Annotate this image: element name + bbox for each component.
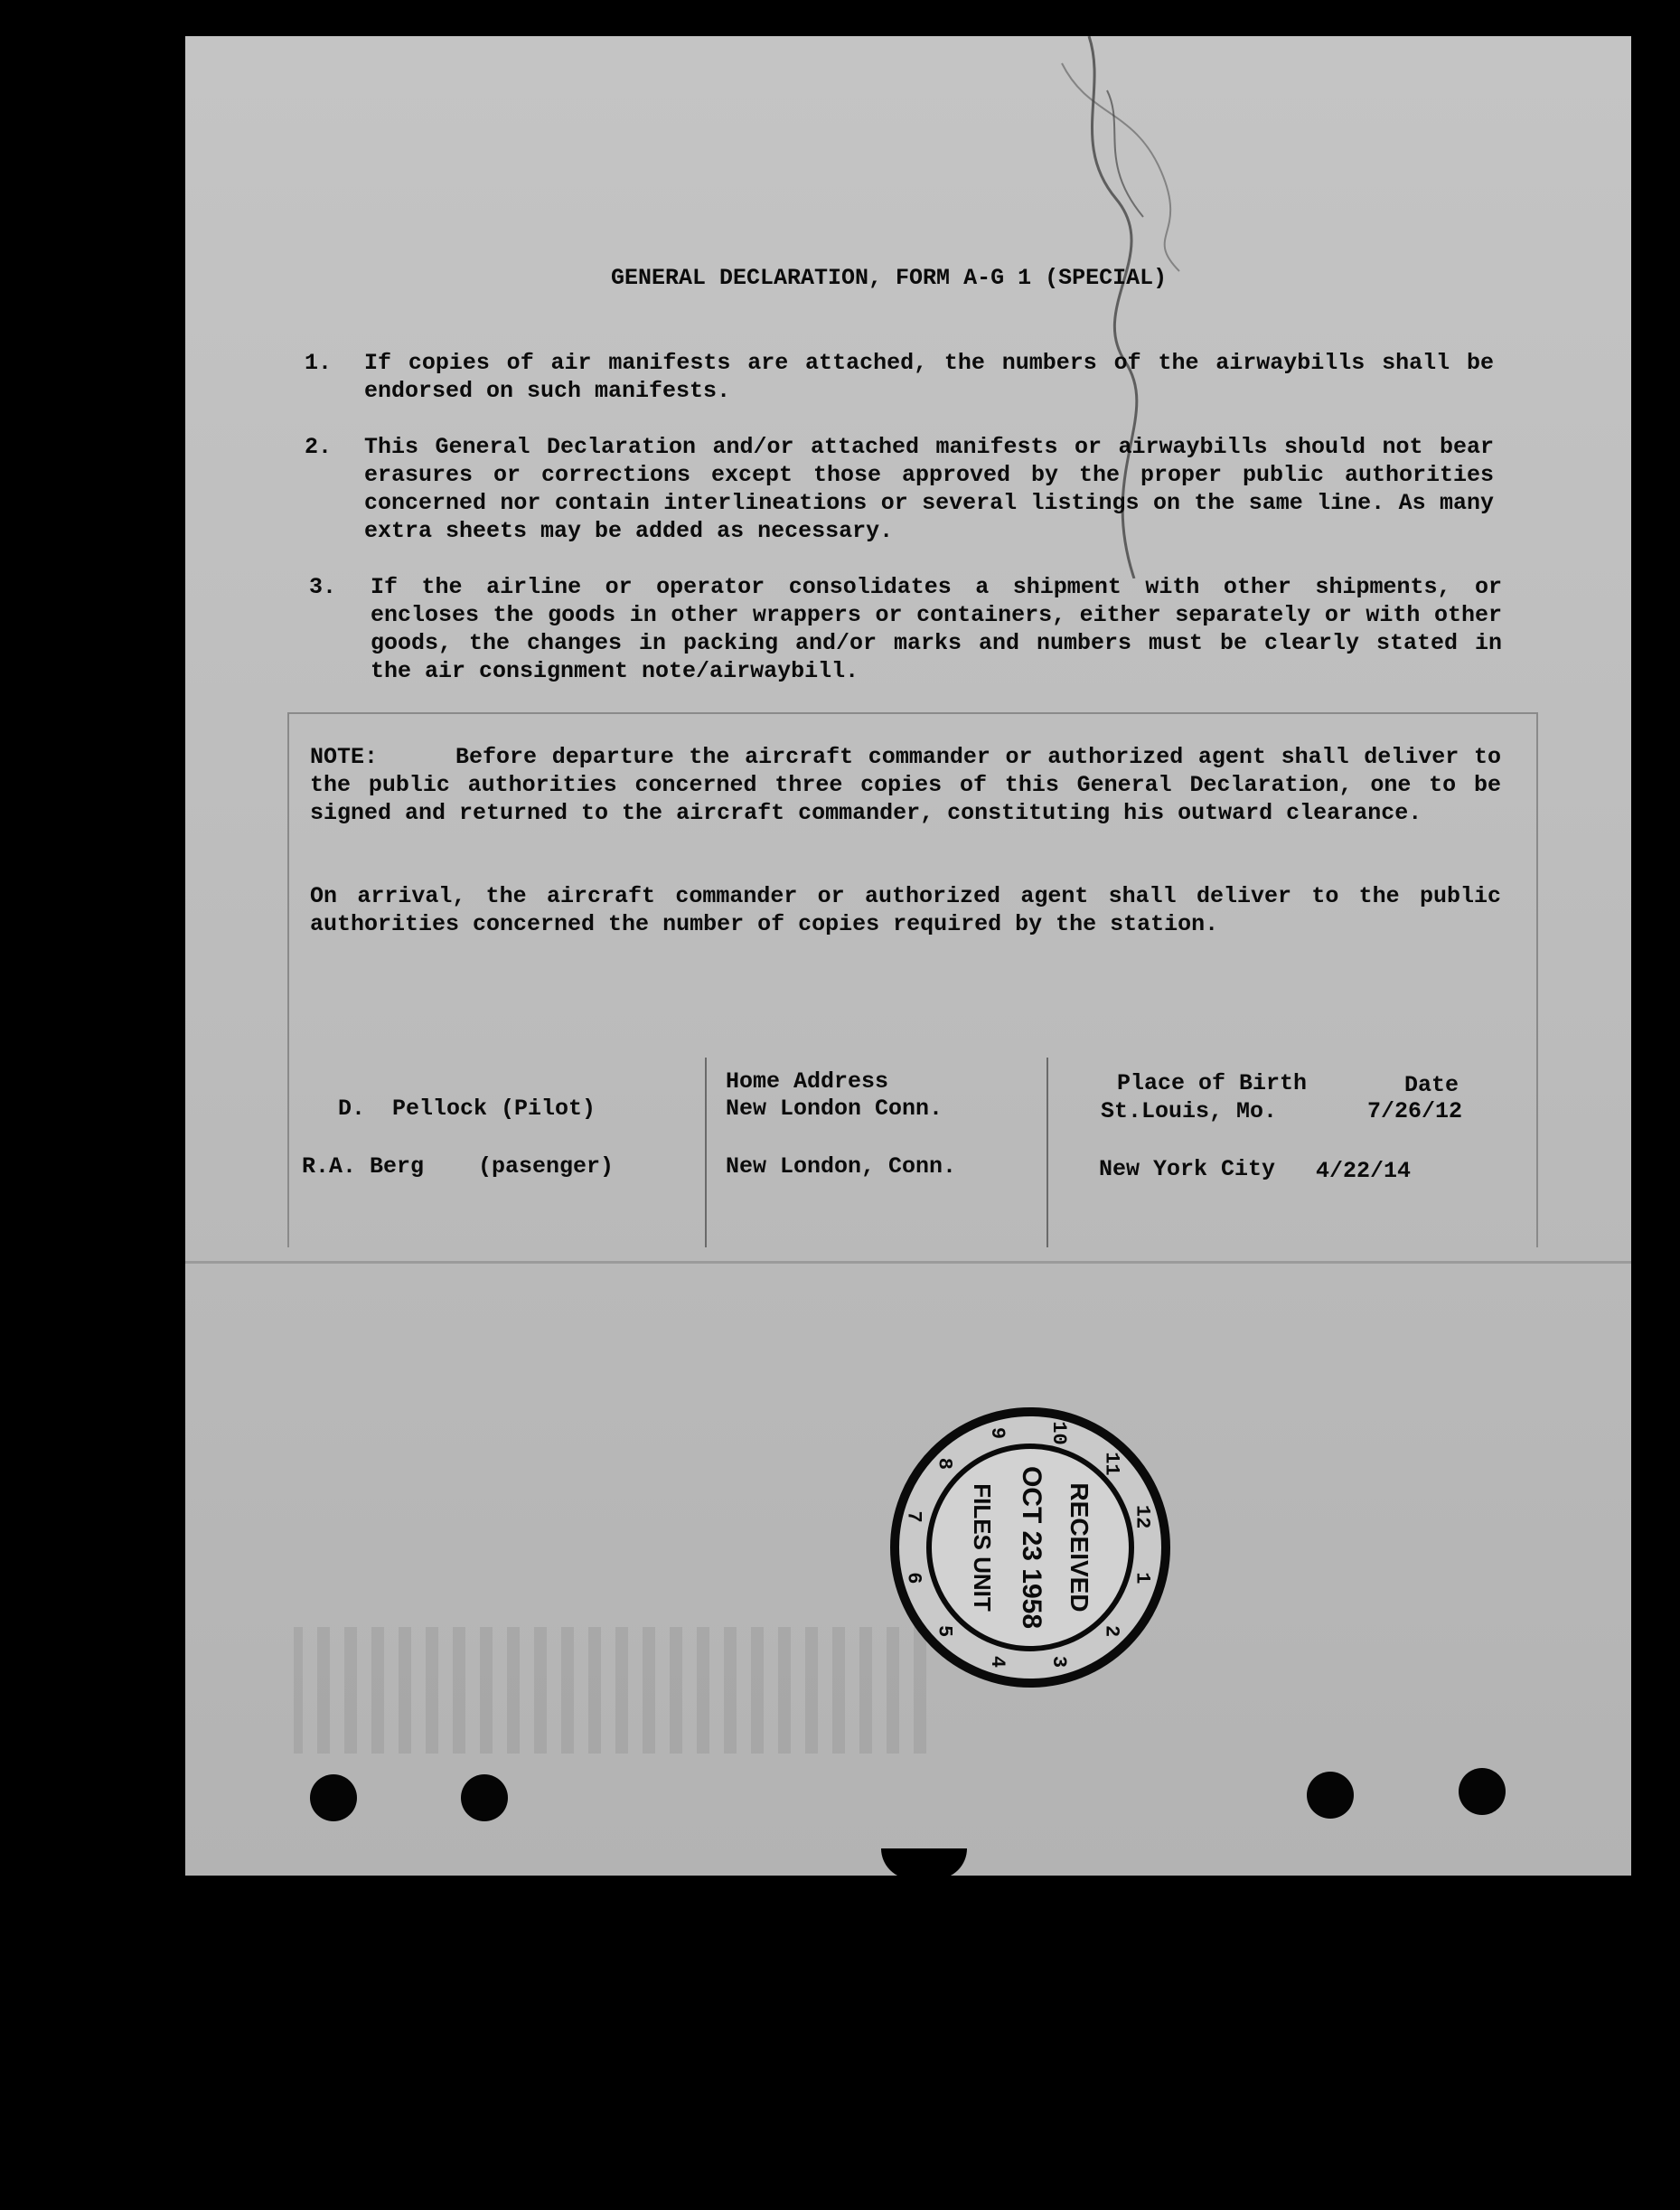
bleed-through-texture <box>294 1627 926 1754</box>
item-number-2: 2. <box>305 434 333 460</box>
stamp-date: OCT 23 1958 <box>1017 1465 1046 1630</box>
stamp-ring-digit: 7 <box>902 1510 925 1523</box>
header-place-of-birth: Place of Birth <box>1117 1070 1308 1096</box>
stamp-top-text: RECEIVED <box>1065 1482 1093 1613</box>
received-stamp <box>886 1403 1175 1692</box>
item-number-3: 3. <box>309 574 337 600</box>
row-2-home-address: New London, Conn. <box>726 1153 957 1180</box>
stamp-ring-digit: 3 <box>1046 1655 1070 1669</box>
row-1-name: D. Pellock (Pilot) <box>338 1096 596 1122</box>
punch-hole <box>1459 1768 1506 1815</box>
row-1-place-of-birth: St.Louis, Mo. <box>1101 1098 1278 1124</box>
note-paragraph-1 <box>310 743 1501 827</box>
header-home-address: Home Address <box>726 1068 889 1095</box>
punch-hole <box>310 1774 357 1821</box>
punch-hole <box>1307 1772 1354 1819</box>
header-date: Date <box>1404 1072 1459 1098</box>
stamp-ring-digit: 2 <box>1100 1624 1123 1638</box>
column-divider <box>1046 1058 1048 1247</box>
note-label: NOTE: <box>310 744 379 770</box>
punch-hole <box>461 1774 508 1821</box>
note-paragraph-1-text: Before departure the aircraft commander or authorized agent shall deliver to the public authorities concerned three copies of this General Declaration, one to be signed and returned to the aircraft commander, constituting his outward clearance. <box>310 744 1501 826</box>
stamp-ring-digit: 11 <box>1100 1452 1123 1476</box>
stamp-ring-digit: 5 <box>933 1624 956 1638</box>
item-number-1: 1. <box>305 350 333 376</box>
stamp-ring-digit: 8 <box>933 1457 956 1471</box>
fold-line <box>185 1261 1631 1264</box>
row-2-name: R.A. Berg (pasenger) <box>302 1153 615 1180</box>
row-2-place-of-birth: New York City <box>1099 1156 1276 1182</box>
item-text-3: If the airline or operator consolidates a shipment with other shipments, or encloses the goods in other wrappers or containers, either separately or with other goods, the changes in packing and/or marks and numbers must be clearly stated in the air consignment note/airwaybill. <box>371 574 1502 684</box>
column-divider <box>705 1058 707 1247</box>
stamp-bottom-text: FILES UNIT <box>969 1483 996 1612</box>
stamp-ring-digit: 4 <box>986 1655 1009 1669</box>
row-2-date: 4/22/14 <box>1316 1158 1412 1184</box>
item-text-1: If copies of air manifests are attached, the numbers of the airwaybills shall be endorsed on such manifests. <box>364 350 1494 404</box>
stamp-ring-digit: 9 <box>986 1426 1009 1440</box>
stamp-ring-digit: 12 <box>1131 1504 1154 1529</box>
row-1-date: 7/26/12 <box>1367 1098 1463 1124</box>
note-paragraph-2: On arrival, the aircraft commander or authorized agent shall deliver to the public authorities concerned the number of copies required by the station. <box>310 883 1501 937</box>
item-text-2: This General Declaration and/or attached manifests or airwaybills should not bear erasures or corrections except those approved by the proper public authorities concerned nor contain interlineations or several listings on the same line. As many extra sheets may be added as necessary. <box>364 434 1494 544</box>
row-1-home-address: New London Conn. <box>726 1096 943 1122</box>
form-title: GENERAL DECLARATION, FORM A-G 1 (SPECIAL) <box>611 265 1168 291</box>
stamp-ring-digit: 6 <box>902 1572 925 1585</box>
stamp-ring-digit: 10 <box>1046 1421 1070 1445</box>
stamp-ring-digit: 1 <box>1131 1572 1154 1585</box>
